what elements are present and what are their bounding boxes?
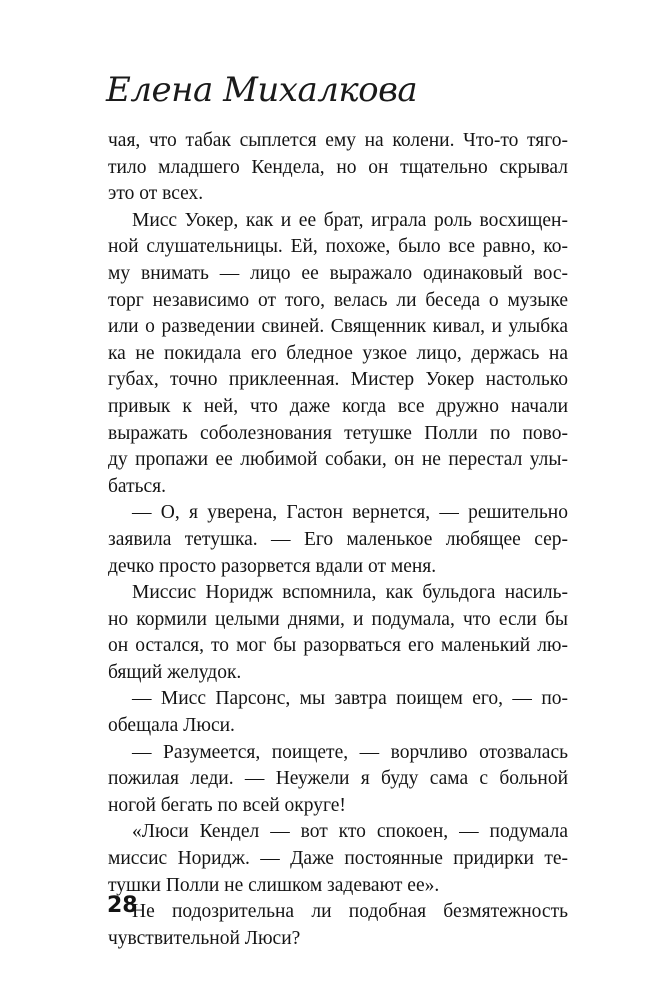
text-line: заявила тетушка. — Его маленькое любящее сер- [108,528,568,550]
text-line: Мисс Уокер, как и ее брат, играла роль восхищен- [132,209,568,231]
text-line: му внимать — лицо ее выражало одинаковый вос- [108,262,568,284]
page-number: 28 [107,893,138,918]
text-line: — О, я уверена, Гастон вернется, — решительно [132,502,568,524]
body-text [108,128,568,952]
text-line: привык к ней, что даже когда все дружно начали [108,395,568,417]
text-line: ду пропажи ее любимой собаки, он не перестал улы- [108,449,568,471]
text-line: торг независимо от того, велась ли беседа о музыке [108,289,568,311]
text-line: губах, точно приклеенная. Мистер Уокер настолько [108,369,568,391]
text-line: это от всех. [108,183,204,205]
text-line: — Мисс Парсонс, мы завтра поищем его, — по- [132,688,568,710]
text-line: чувствительной Люси? [108,927,301,949]
running-head-author: Елена Михалкова [106,70,418,110]
text-line: ногой бегать по всей округе! [108,794,346,816]
text-line: он остался, то мог бы разорваться его маленький лю- [108,635,568,657]
text-line: тило младшего Кендела, но он тщательно скрывал [108,156,568,178]
text-line: выражать соболезнования тетушке Полли по пово- [108,422,568,444]
text-line: чая, что табак сыплется ему на колени. Что-то тяго- [108,130,568,151]
text-line: — Разумеется, поищете, — ворчливо отозвалась [132,741,568,763]
text-line: дечко просто разорвется вдали от меня. [108,555,437,577]
text-line: тушки Полли не слишком задевают ее». [108,874,440,896]
text-line: Не подозрительна ли подобная безмятежность [132,901,568,923]
text-line: «Люси Кендел — вот кто спокоен, — подумала [132,821,568,843]
text-line: обещала Люси. [108,715,235,737]
text-line: или о разведении свиней. Священник кивал, и улыбка [108,316,568,338]
text-line: Миссис Норидж вспомнила, как бульдога насиль- [132,582,568,604]
text-line: но кормили целыми днями, и подумала, что если бы [108,608,568,630]
text-line: баться. [108,475,166,497]
text-line: ка не покидала его бледное узкое лицо, держась на [108,342,568,364]
text-line: миссис Норидж. — Даже постоянные придирки те- [108,848,568,870]
text-line: ной слушательницы. Ей, похоже, было все равно, ко- [108,236,568,258]
text-line: бящий желудок. [108,661,242,683]
text-line: пожилая леди. — Неужели я буду сама с больной [108,768,568,790]
